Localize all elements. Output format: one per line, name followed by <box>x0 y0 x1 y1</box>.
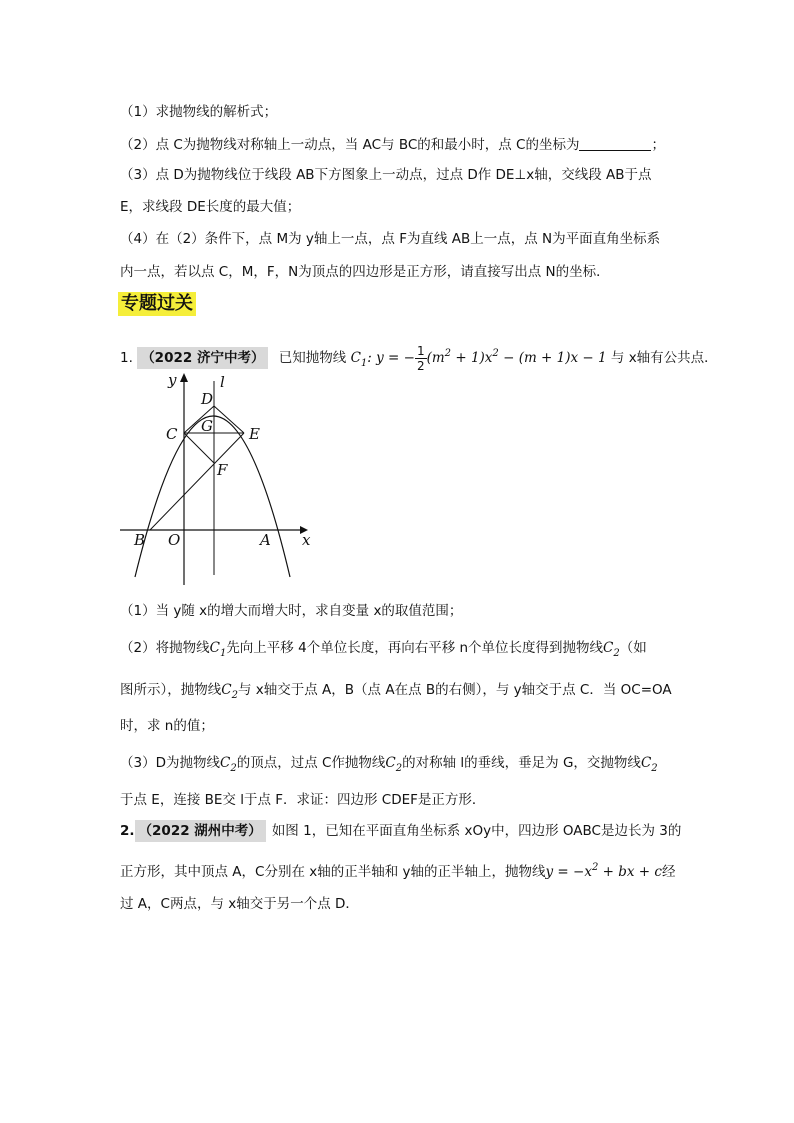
label-A: A <box>260 531 271 549</box>
p1-sub1: （1）当 y随 x的增大而增大时，求自变量 x的取值范围； <box>120 603 463 619</box>
p1-frac-den: 2 <box>416 358 425 373</box>
p1-sub2-line2-c2-sub: 2 <box>231 690 238 701</box>
p2-line1-text: 如图 1，已知在平面直角坐标系 xOy中，四边形 OABC是边长为 3的 <box>271 823 682 839</box>
p1-sub3-c2-b: C <box>385 755 396 771</box>
p1-num: 1. <box>120 350 133 366</box>
intro-q1: （1）求抛物线的解析式； <box>120 104 278 120</box>
p1-sub2-b: 先向上平移 4个单位长度，再向右平移 n个单位长度得到抛物线 <box>226 640 604 656</box>
label-O: O <box>168 531 181 549</box>
p2-line2-b: 经 <box>661 864 676 880</box>
answer-blank[interactable] <box>579 136 651 151</box>
p1-sub3-c2-c-sub: 2 <box>651 763 658 774</box>
p1-sub2-line2-c2: C <box>221 682 232 698</box>
p1-sub3-b: 的顶点，过点 C作抛物线 <box>236 755 386 771</box>
p1-curve-name: C <box>350 350 361 366</box>
p1-stem-a: 已知抛物线 <box>278 350 347 366</box>
p1-sub3-c2-c: C <box>640 755 652 771</box>
parabola-figure <box>110 365 330 595</box>
intro-q2-text: （2）点 C为抛物线对称轴上一动点，当 AC与 BC的和最小时，点 C的坐标为 <box>120 137 580 153</box>
p1-sub3-c2-a: C <box>219 755 231 771</box>
label-C: C <box>166 425 178 443</box>
p1-eq-a: : y = − <box>367 350 415 366</box>
p1-eq-d: − (m + 1)x − 1 <box>498 350 607 366</box>
p1-eq-b: (m <box>426 350 445 366</box>
p1-fraction <box>415 344 427 373</box>
p1-source-tag: （2022 济宁中考） <box>137 347 268 369</box>
p1-sub3-line1 <box>120 753 658 779</box>
p1-sub3-c: 的对称轴 l的垂线，垂足为 G，交抛物线 <box>402 755 641 771</box>
p1-eq-b-sup: 2 <box>444 348 452 359</box>
p1-eq-c: + 1)x <box>451 350 493 366</box>
section-title: 专题过关 <box>118 292 196 316</box>
intro-q2-end: ； <box>651 137 665 153</box>
segment-de <box>214 406 244 433</box>
p1-sub2-line2-a: 图所示），抛物线 <box>120 682 222 698</box>
p2-num: 2. <box>120 823 135 839</box>
label-l: l <box>220 373 225 391</box>
p1-sub2-a: （2）将抛物线 <box>120 640 210 656</box>
label-E: E <box>249 425 260 443</box>
p2-line2-a: 正方形，其中顶点 A，C分别在 x轴的正半轴和 y轴的正半轴上，抛物线 <box>120 864 546 880</box>
p2-eq-sup: 2 <box>591 862 599 873</box>
p1-sub2-c2: C <box>603 640 614 656</box>
p1-sub2-c1-sub: 1 <box>219 648 227 659</box>
p1-sub2-c: （如 <box>619 640 647 656</box>
label-F: F <box>217 461 228 479</box>
p1-sub2-line2-b: 与 x轴交于点 A，B（点 A在点 B的右侧），与 y轴交于点 C．当 OC=OA <box>237 682 672 698</box>
label-x: x <box>302 531 311 549</box>
label-G: G <box>201 417 213 435</box>
p2-eq-b: + bx + c <box>598 864 662 880</box>
p1-frac-num: 1 <box>416 343 425 358</box>
p1-sub2-c2-sub: 2 <box>613 648 620 659</box>
p2-eq: y = −x <box>545 864 592 880</box>
label-y: y <box>168 371 177 389</box>
p1-sub2-c1: C <box>209 640 220 656</box>
p1-sub3-c2-a-sub: 2 <box>230 763 237 774</box>
label-B: B <box>134 531 146 549</box>
intro-q3-line1: （3）点 D为抛物线位于线段 AB下方图象上一动点，过点 D作 DE⊥x轴，交线段 AB于点 <box>120 167 652 183</box>
label-D: D <box>201 390 214 408</box>
p1-sub3-line2: 于点 E，连接 BE交 l于点 F．求证：四边形 CDEF是正方形． <box>120 792 486 808</box>
intro-q4-line1: （4）在（2）条件下，点 M为 y轴上一点，点 F为直线 AB上一点，点 N为平面直角坐标系 <box>120 231 661 247</box>
p1-sub2-line2 <box>120 680 672 706</box>
p2-line3: 过 A，C两点，与 x轴交于另一个点 D． <box>120 896 359 912</box>
p1-stem-b: 与 x轴有公共点． <box>610 350 718 366</box>
p2-line1 <box>120 819 681 843</box>
p1-curve-sub: 1 <box>360 358 368 369</box>
p1-sub3-a: （3）D为抛物线 <box>120 755 220 771</box>
segment-cf <box>184 433 214 463</box>
intro-q4-line2: 内一点，若以点 C，M，F，N为顶点的四边形是正方形，请直接写出点 N的坐标． <box>120 264 610 280</box>
y-axis-arrow <box>180 373 188 382</box>
p1-sub3-c2-b-sub: 2 <box>395 763 403 774</box>
p2-line2 <box>120 858 675 882</box>
p1-sub2-line3: 时，求 n的值； <box>120 718 214 734</box>
intro-q3-line2: E，求线段 DE长度的最大值； <box>120 199 301 215</box>
parabola-curve <box>135 416 290 577</box>
p1-eq-c-sup: 2 <box>492 348 499 359</box>
p1-sub2-line1 <box>120 638 647 664</box>
intro-q2 <box>120 135 665 155</box>
p2-source-tag: （2022 湖州中考） <box>135 820 266 842</box>
